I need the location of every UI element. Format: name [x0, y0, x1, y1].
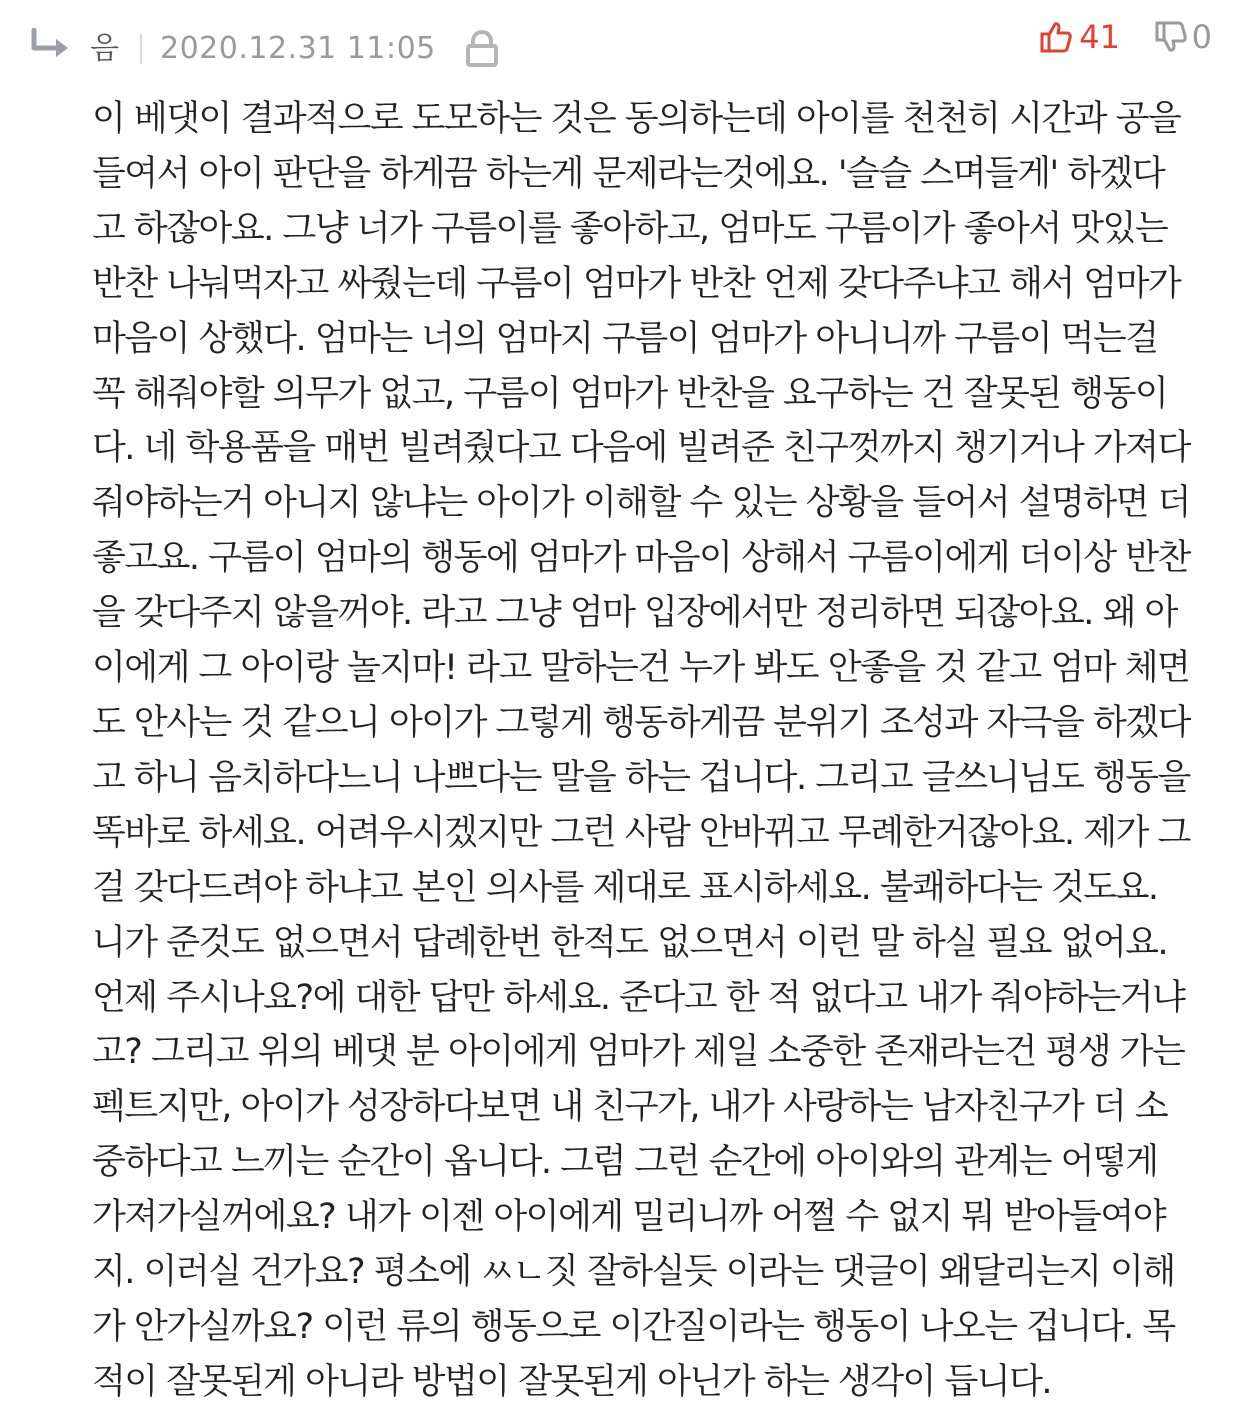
comment-line: 반찬 나눠먹자고 싸줬는데 구름이 엄마가 반찬 언제 갖다주냐고 해서 엄마가 — [92, 263, 1181, 304]
comment-line: 도 안사는 것 같으니 아이가 그렇게 행동하게끔 분위기 조성과 자극을 하겠다 — [92, 702, 1190, 743]
comment-line: 걸 갖다드려야 하냐고 본인 의사를 제대로 표시하세요. 불쾌하다는 것도요. — [92, 867, 1158, 908]
comment-line: 을 갖다주지 않을꺼야. 라고 그냥 엄마 입장에서만 정리하면 되잖아요. 왜 아 — [92, 593, 1177, 634]
comment-line: 고? 그리고 위의 베댓 분 아이에게 엄마가 제일 소중한 존재라는건 평생 가는 — [92, 1032, 1185, 1073]
comment-line: 다. 네 학용품을 매번 빌려줬다고 다음에 빌려준 친구껏까지 챙기거나 가져다 — [92, 428, 1190, 469]
comment-line: 펙트지만, 아이가 성장하다보면 내 친구가, 내가 사랑하는 남자친구가 더 소 — [92, 1087, 1168, 1128]
thumbs-up-icon — [1039, 20, 1073, 54]
comment-line: 마음이 상했다. 엄마는 너의 엄마지 구름이 엄마가 아니니까 구름이 먹는걸 — [92, 318, 1158, 359]
comment-line: 좋고요. 구름이 엄마의 행동에 엄마가 마음이 상해서 구름이에게 더이상 반찬 — [92, 538, 1190, 579]
comment-line: 적이 잘못된게 아니라 방법이 잘못된게 아닌가 하는 생각이 듭니다. — [92, 1361, 1052, 1402]
lock-icon — [462, 28, 502, 68]
thumbs-down-icon — [1154, 20, 1188, 54]
comment-line: 가 안가실까요? 이런 류의 행동으로 이간질이라는 행동이 나오는 겁니다. 목 — [92, 1306, 1175, 1347]
dislike-button[interactable] — [1154, 15, 1212, 59]
comment-body — [92, 92, 1214, 1410]
comment-line: 가져가실꺼에요? 내가 이젠 아이에게 밀리니까 어쩔 수 없지 뭐 받아들여야 — [92, 1197, 1166, 1238]
like-count: 41 — [1079, 18, 1120, 56]
comment-line: 언제 주시나요?에 대한 답만 하세요. 준다고 한 적 없다고 내가 줘야하는거냐 — [92, 977, 1185, 1018]
like-button[interactable] — [1039, 15, 1120, 59]
comment-line: 니가 준것도 없으면서 답례한번 한적도 없으면서 이런 말 하실 필요 없어요. — [92, 922, 1168, 963]
comment-line: 지. 이러실 건가요? 평소에 ㅆㄴ짓 잘하실듯 이라는 댓글이 왜달리는지 이해 — [92, 1252, 1175, 1293]
comment-line: 중하다고 느끼는 순간이 옵니다. 그럼 그런 순간에 아이와의 관계는 어떻게 — [92, 1142, 1158, 1183]
comment-line: 똑바로 하세요. 어려우시겠지만 그런 사람 안바뀌고 무례한거잖아요. 제가 그 — [92, 812, 1190, 853]
comment-author[interactable]: 음 — [90, 31, 119, 66]
comment-line: 꼭 해줘야할 의무가 없고, 구름이 엄마가 반찬을 요구하는 건 잘못된 행동이 — [92, 373, 1168, 414]
comment-header — [0, 0, 1242, 100]
comment-line: 줘야하는거 아니지 않냐는 아이가 이해할 수 있는 상황을 들어서 설명하면 더 — [92, 483, 1190, 524]
comment-line: 고 하니 음치하다느니 나쁘다는 말을 하는 겁니다. 그리고 글쓰니님도 행동을 — [92, 757, 1190, 798]
separator — [140, 34, 142, 64]
comment-timestamp: 2020.12.31 11:05 — [160, 31, 436, 66]
comment-line: 이 베댓이 결과적으로 도모하는 것은 동의하는데 아이를 천천히 시간과 공을 — [92, 99, 1181, 139]
comment-line: 이에게 그 아이랑 놀지마! 라고 말하는건 누가 봐도 안좋을 것 같고 엄마 체면 — [92, 648, 1190, 689]
reply-arrow-icon — [30, 28, 74, 60]
comment-line: 고 하잖아요. 그냥 너가 구름이를 좋아하고, 엄마도 구름이가 좋아서 맛있는 — [92, 208, 1168, 249]
comment-line: 들여서 아이 판단을 하게끔 하는게 문제라는것에요. '슬슬 스며들게' 하겠다 — [92, 153, 1165, 194]
dislike-count: 0 — [1191, 18, 1212, 56]
